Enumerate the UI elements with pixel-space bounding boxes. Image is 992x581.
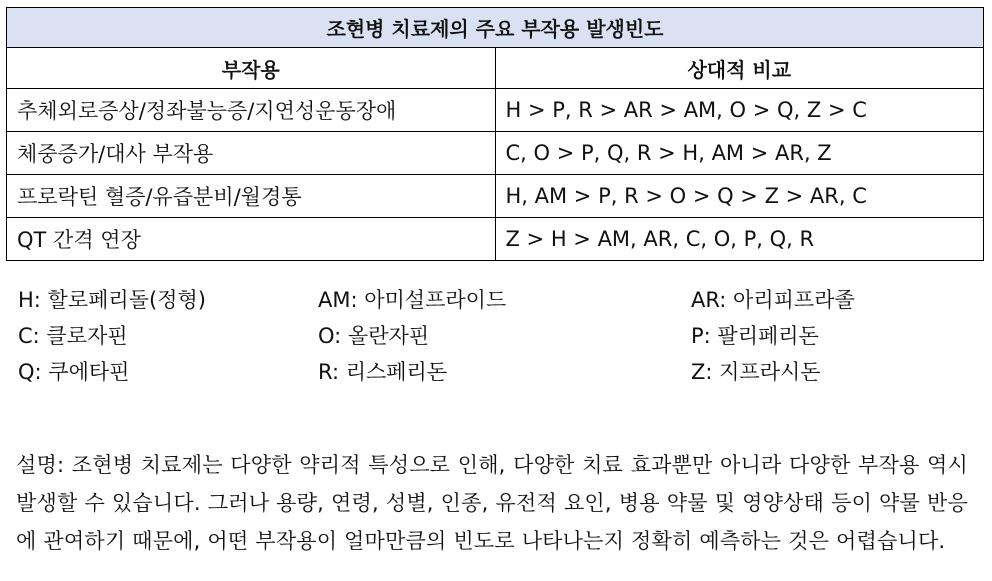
comparison-cell: C, O > P, Q, R > H, AM > AR, Z [495, 132, 984, 175]
effect-cell: 체중증가/대사 부작용 [7, 132, 496, 175]
effect-cell: 추체외로증상/정좌불능증/지연성운동장애 [7, 89, 496, 132]
legend-row [16, 356, 976, 392]
legend-item: H: 할로페리돌(정형) [18, 288, 206, 312]
effect-cell: QT 간격 연장 [7, 218, 496, 261]
legend-item: Z: 지프라시돈 [691, 360, 821, 384]
drug-abbreviation-legend [16, 284, 976, 392]
legend-item: Q: 쿠에타핀 [18, 360, 130, 384]
description-paragraph: 설명: 조현병 치료제는 다양한 약리적 특성으로 인해, 다양한 치료 효과뿐만 아니라 다양한 부작용 역시 발생할 수 있습니다. 그러나 용량, 연령, 성별, 인종, 유전적 요인, 병용 약물 및 영양상태 등이 약물 반응에 관여하기 때문에, 어떤 부작용이 얼마만큼의 빈도로 나타나는지 정확히 예측하는 것은 어렵습니다. [16, 453, 968, 553]
comparison-cell: Z > H > AM, AR, C, O, P, Q, R [495, 218, 984, 261]
table-row [7, 218, 984, 261]
table-row [7, 89, 984, 132]
comparison-cell: H, AM > P, R > O > Q > Z > AR, C [495, 175, 984, 218]
legend-item: AR: 아리피프라졸 [691, 288, 855, 312]
legend-row [16, 320, 976, 356]
effect-cell: 프로락틴 혈증/유즙분비/월경통 [7, 175, 496, 218]
legend-item: O: 올란자핀 [318, 324, 430, 348]
side-effect-table [6, 7, 984, 261]
comparison-cell: H > P, R > AR > AM, O > Q, Z > C [495, 89, 984, 132]
legend-item: C: 클로자핀 [18, 324, 128, 348]
table-title: 조현병 치료제의 주요 부작용 발생빈도 [7, 8, 984, 48]
column-header-comparison: 상대적 비교 [495, 48, 984, 89]
legend-item: P: 팔리페리돈 [691, 324, 819, 348]
legend-item: R: 리스페리돈 [318, 360, 448, 384]
table-row [7, 132, 984, 175]
table-row [7, 175, 984, 218]
legend-item: AM: 아미설프라이드 [318, 288, 507, 312]
column-header-effect: 부작용 [7, 48, 496, 89]
legend-row [16, 284, 976, 320]
